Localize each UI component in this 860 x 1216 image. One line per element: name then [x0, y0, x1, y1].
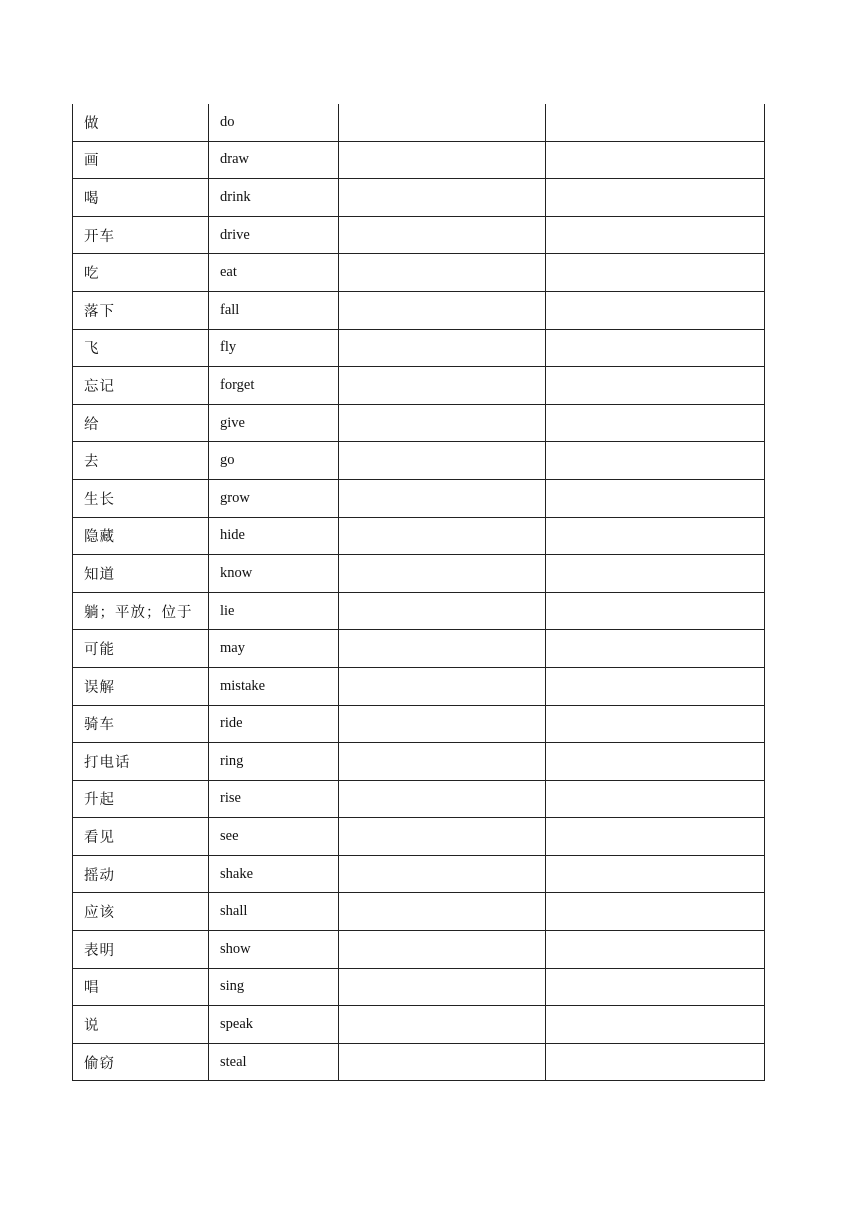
past-tense-blank-cell[interactable]	[339, 818, 546, 856]
past-participle-blank-cell[interactable]	[546, 667, 765, 705]
table-row	[73, 367, 765, 405]
chinese-meaning-cell: 隐藏	[73, 517, 209, 555]
chinese-meaning-cell: 生长	[73, 479, 209, 517]
table-row	[73, 216, 765, 254]
past-tense-blank-cell[interactable]	[339, 630, 546, 668]
past-tense-blank-cell[interactable]	[339, 216, 546, 254]
table-row	[73, 780, 765, 818]
english-verb-cell: grow	[209, 479, 339, 517]
past-participle-blank-cell[interactable]	[546, 968, 765, 1006]
past-tense-blank-cell[interactable]	[339, 517, 546, 555]
table-row	[73, 893, 765, 931]
english-verb-cell: know	[209, 555, 339, 593]
table-row	[73, 179, 765, 217]
past-participle-blank-cell[interactable]	[546, 855, 765, 893]
past-tense-blank-cell[interactable]	[339, 179, 546, 217]
past-tense-blank-cell[interactable]	[339, 367, 546, 405]
english-verb-cell: forget	[209, 367, 339, 405]
table-row	[73, 630, 765, 668]
irregular-verb-table	[72, 104, 765, 1081]
chinese-meaning-cell: 看见	[73, 818, 209, 856]
english-verb-cell: show	[209, 931, 339, 969]
english-verb-cell: fly	[209, 329, 339, 367]
chinese-meaning-cell: 开车	[73, 216, 209, 254]
table-row	[73, 855, 765, 893]
english-verb-cell: lie	[209, 592, 339, 630]
past-tense-blank-cell[interactable]	[339, 254, 546, 292]
chinese-meaning-cell: 做	[73, 104, 209, 141]
past-tense-blank-cell[interactable]	[339, 705, 546, 743]
chinese-meaning-cell: 画	[73, 141, 209, 179]
past-participle-blank-cell[interactable]	[546, 555, 765, 593]
chinese-meaning-cell: 躺；平放；位于	[73, 592, 209, 630]
chinese-meaning-cell: 去	[73, 442, 209, 480]
table-row	[73, 104, 765, 141]
english-verb-cell: drive	[209, 216, 339, 254]
past-tense-blank-cell[interactable]	[339, 1006, 546, 1044]
past-tense-blank-cell[interactable]	[339, 329, 546, 367]
english-verb-cell: fall	[209, 291, 339, 329]
past-tense-blank-cell[interactable]	[339, 479, 546, 517]
chinese-meaning-cell: 可能	[73, 630, 209, 668]
table-row	[73, 141, 765, 179]
english-verb-cell: sing	[209, 968, 339, 1006]
table-row	[73, 743, 765, 781]
past-tense-blank-cell[interactable]	[339, 667, 546, 705]
past-participle-blank-cell[interactable]	[546, 931, 765, 969]
past-participle-blank-cell[interactable]	[546, 630, 765, 668]
table-row	[73, 517, 765, 555]
past-tense-blank-cell[interactable]	[339, 1043, 546, 1081]
past-tense-blank-cell[interactable]	[339, 968, 546, 1006]
table-row	[73, 818, 765, 856]
past-tense-blank-cell[interactable]	[339, 893, 546, 931]
chinese-meaning-cell: 偷窃	[73, 1043, 209, 1081]
past-participle-blank-cell[interactable]	[546, 329, 765, 367]
table-row	[73, 1043, 765, 1081]
past-participle-blank-cell[interactable]	[546, 743, 765, 781]
past-tense-blank-cell[interactable]	[339, 780, 546, 818]
table-row	[73, 254, 765, 292]
past-tense-blank-cell[interactable]	[339, 855, 546, 893]
english-verb-cell: steal	[209, 1043, 339, 1081]
english-verb-cell: draw	[209, 141, 339, 179]
english-verb-cell: ride	[209, 705, 339, 743]
past-participle-blank-cell[interactable]	[546, 592, 765, 630]
past-participle-blank-cell[interactable]	[546, 404, 765, 442]
english-verb-cell: may	[209, 630, 339, 668]
english-verb-cell: do	[209, 104, 339, 141]
past-tense-blank-cell[interactable]	[339, 743, 546, 781]
past-participle-blank-cell[interactable]	[546, 254, 765, 292]
past-tense-blank-cell[interactable]	[339, 404, 546, 442]
table-row	[73, 404, 765, 442]
past-participle-blank-cell[interactable]	[546, 705, 765, 743]
english-verb-cell: ring	[209, 743, 339, 781]
chinese-meaning-cell: 吃	[73, 254, 209, 292]
chinese-meaning-cell: 误解	[73, 667, 209, 705]
english-verb-cell: hide	[209, 517, 339, 555]
chinese-meaning-cell: 忘记	[73, 367, 209, 405]
past-tense-blank-cell[interactable]	[339, 555, 546, 593]
past-participle-blank-cell[interactable]	[546, 1006, 765, 1044]
past-participle-blank-cell[interactable]	[546, 367, 765, 405]
chinese-meaning-cell: 表明	[73, 931, 209, 969]
past-participle-blank-cell[interactable]	[546, 780, 765, 818]
chinese-meaning-cell: 升起	[73, 780, 209, 818]
past-tense-blank-cell[interactable]	[339, 442, 546, 480]
english-verb-cell: see	[209, 818, 339, 856]
table-row	[73, 291, 765, 329]
past-participle-blank-cell[interactable]	[546, 291, 765, 329]
table-row	[73, 705, 765, 743]
chinese-meaning-cell: 骑车	[73, 705, 209, 743]
past-participle-blank-cell[interactable]	[546, 818, 765, 856]
past-tense-blank-cell[interactable]	[339, 592, 546, 630]
table-row	[73, 329, 765, 367]
table-row	[73, 1006, 765, 1044]
past-participle-blank-cell[interactable]	[546, 104, 765, 141]
past-participle-blank-cell[interactable]	[546, 479, 765, 517]
chinese-meaning-cell: 喝	[73, 179, 209, 217]
table-row	[73, 442, 765, 480]
table-row	[73, 968, 765, 1006]
chinese-meaning-cell: 唱	[73, 968, 209, 1006]
table-row	[73, 555, 765, 593]
english-verb-cell: rise	[209, 780, 339, 818]
table-row	[73, 667, 765, 705]
english-verb-cell: shake	[209, 855, 339, 893]
past-tense-blank-cell[interactable]	[339, 931, 546, 969]
past-tense-blank-cell[interactable]	[339, 291, 546, 329]
past-participle-blank-cell[interactable]	[546, 1043, 765, 1081]
chinese-meaning-cell: 说	[73, 1006, 209, 1044]
table-row	[73, 479, 765, 517]
english-verb-cell: mistake	[209, 667, 339, 705]
english-verb-cell: drink	[209, 179, 339, 217]
past-participle-blank-cell[interactable]	[546, 517, 765, 555]
chinese-meaning-cell: 打电话	[73, 743, 209, 781]
past-participle-blank-cell[interactable]	[546, 442, 765, 480]
english-verb-cell: give	[209, 404, 339, 442]
past-participle-blank-cell[interactable]	[546, 179, 765, 217]
worksheet-page	[72, 104, 764, 1081]
chinese-meaning-cell: 落下	[73, 291, 209, 329]
chinese-meaning-cell: 飞	[73, 329, 209, 367]
english-verb-cell: go	[209, 442, 339, 480]
past-tense-blank-cell[interactable]	[339, 104, 546, 141]
table-body	[73, 104, 765, 1081]
english-verb-cell: shall	[209, 893, 339, 931]
past-participle-blank-cell[interactable]	[546, 216, 765, 254]
past-participle-blank-cell[interactable]	[546, 141, 765, 179]
english-verb-cell: eat	[209, 254, 339, 292]
chinese-meaning-cell: 给	[73, 404, 209, 442]
chinese-meaning-cell: 摇动	[73, 855, 209, 893]
table-row	[73, 931, 765, 969]
chinese-meaning-cell: 应该	[73, 893, 209, 931]
table-row	[73, 592, 765, 630]
past-tense-blank-cell[interactable]	[339, 141, 546, 179]
english-verb-cell: speak	[209, 1006, 339, 1044]
past-participle-blank-cell[interactable]	[546, 893, 765, 931]
chinese-meaning-cell: 知道	[73, 555, 209, 593]
